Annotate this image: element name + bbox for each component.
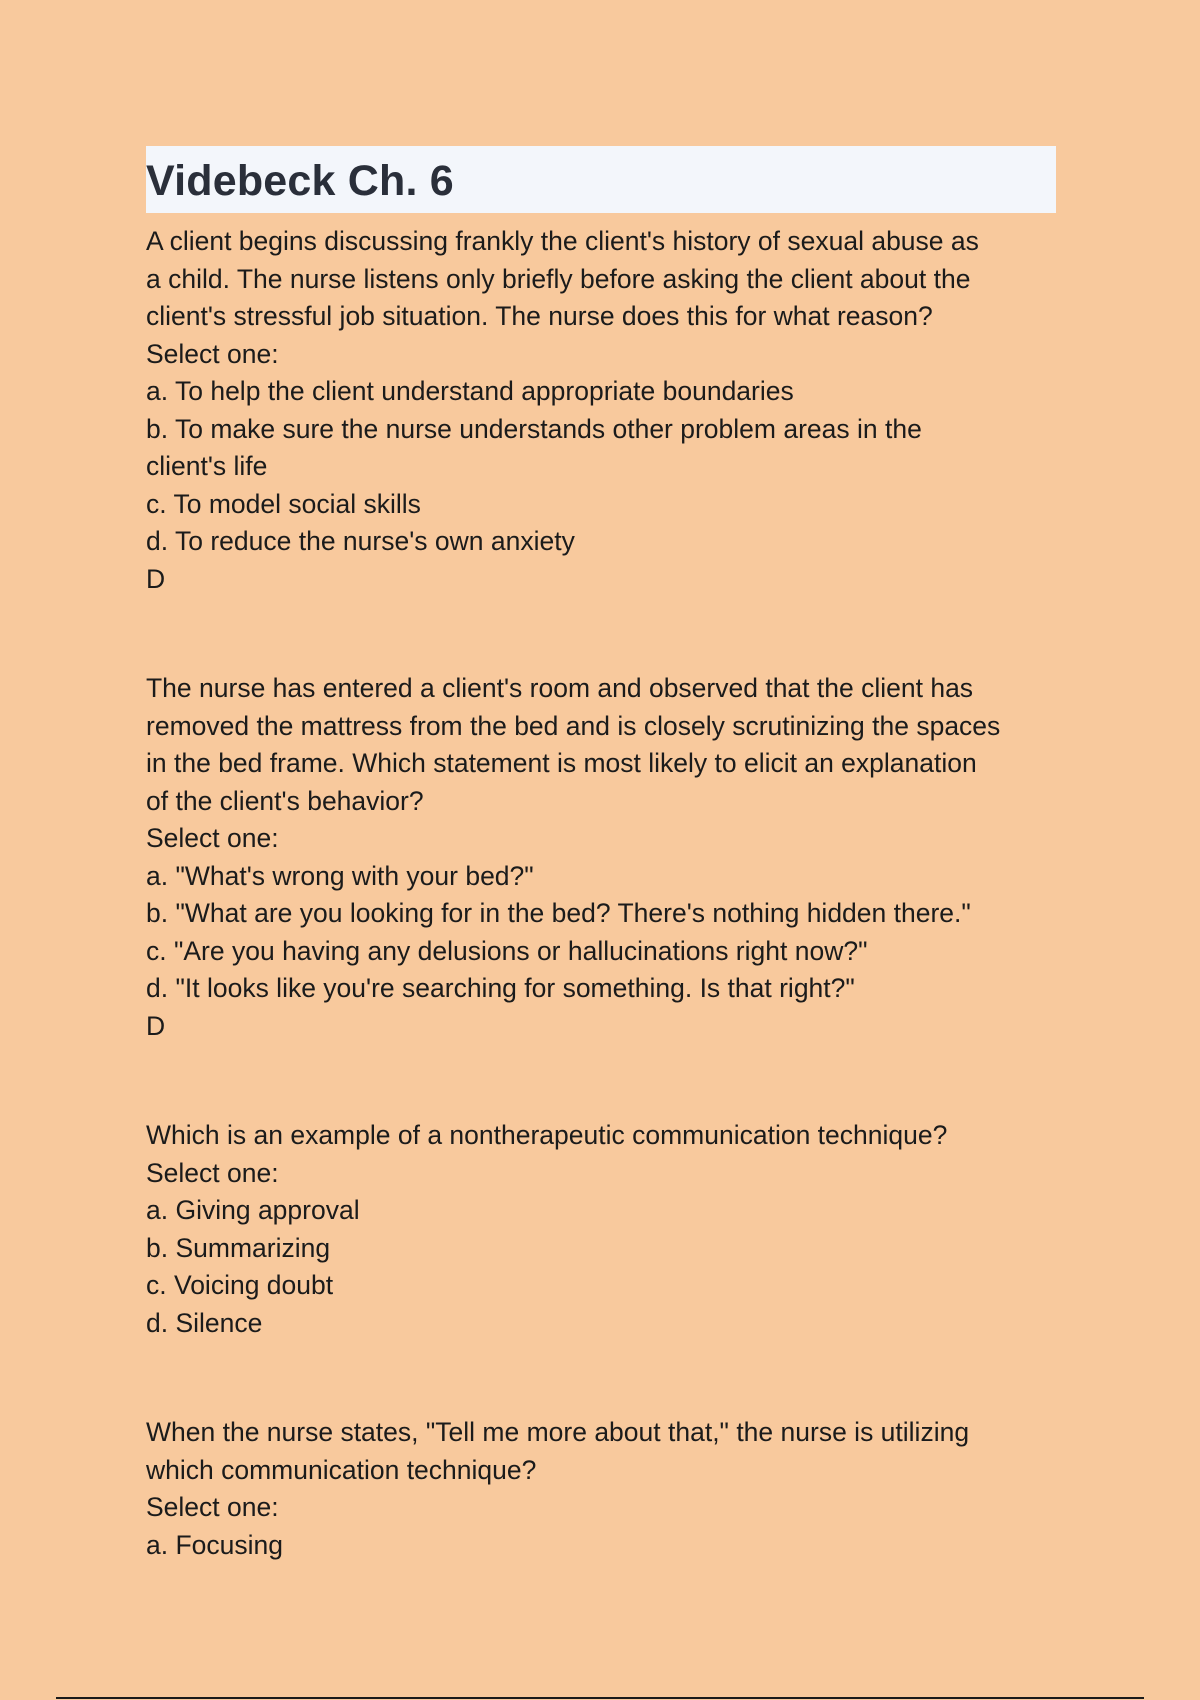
- correct-answer: D: [146, 1010, 166, 1041]
- question-stem-line: of the client's behavior?: [146, 785, 424, 816]
- bottom-divider: [56, 1697, 1144, 1699]
- answer-option: b. "What are you looking for in the bed? There's nothing hidden there.": [146, 898, 971, 928]
- question-stem-line: client's stressful job situation. The nurse does this for what reason?: [146, 301, 933, 331]
- question-stem-line: The nurse has entered a client's room and observed that the client has: [146, 673, 974, 703]
- answer-option: client's life: [146, 451, 268, 481]
- correct-answer: D: [146, 563, 166, 594]
- select-one-prompt: Select one:: [146, 338, 279, 369]
- select-one-prompt: Select one:: [146, 823, 279, 853]
- answer-option: a. "What's wrong with your bed?": [146, 860, 534, 891]
- question-stem-line: Which is an example of a nontherapeutic communication technique?: [146, 1120, 948, 1150]
- answer-option: c. "Are you having any delusions or hallucinations right now?": [146, 935, 868, 966]
- answer-option: b. To make sure the nurse understands other problem areas in the: [146, 413, 922, 444]
- answer-option: b. Summarizing: [146, 1232, 331, 1263]
- answer-option: a. Giving approval: [146, 1195, 360, 1225]
- document-page: [146, 146, 1056, 1564]
- question-4: [146, 1414, 1056, 1564]
- question-3: [146, 1117, 1056, 1342]
- question-stem-line: A client begins discussing frankly the client's history of sexual abuse as: [146, 226, 979, 256]
- select-one-prompt: Select one:: [146, 1492, 279, 1522]
- answer-option: a. To help the client understand appropriate boundaries: [146, 376, 794, 406]
- question-1: [146, 223, 1056, 598]
- question-stem-line: in the bed frame. Which statement is most likely to elicit an explanation: [146, 748, 977, 778]
- question-2: [146, 670, 1056, 1045]
- question-stem-line: When the nurse states, "Tell me more about that," the nurse is utilizing: [146, 1417, 970, 1447]
- answer-option: c. To model social skills: [146, 488, 421, 519]
- title-bar: [146, 146, 1056, 213]
- select-one-prompt: Select one:: [146, 1157, 279, 1188]
- answer-option: c. Voicing doubt: [146, 1270, 334, 1300]
- question-stem-line: a child. The nurse listens only briefly before asking the client about the: [146, 263, 971, 294]
- page-title: Videbeck Ch. 6: [146, 157, 454, 205]
- answer-option: d. To reduce the nurse's own anxiety: [146, 526, 575, 556]
- answer-option: a. Focusing: [146, 1529, 283, 1560]
- question-stem-line: removed the mattress from the bed and is closely scrutinizing the spaces: [146, 710, 1001, 741]
- answer-option: d. Silence: [146, 1307, 263, 1338]
- answer-option: d. "It looks like you're searching for something. Is that right?": [146, 973, 855, 1003]
- question-stem-line: which communication technique?: [146, 1454, 537, 1485]
